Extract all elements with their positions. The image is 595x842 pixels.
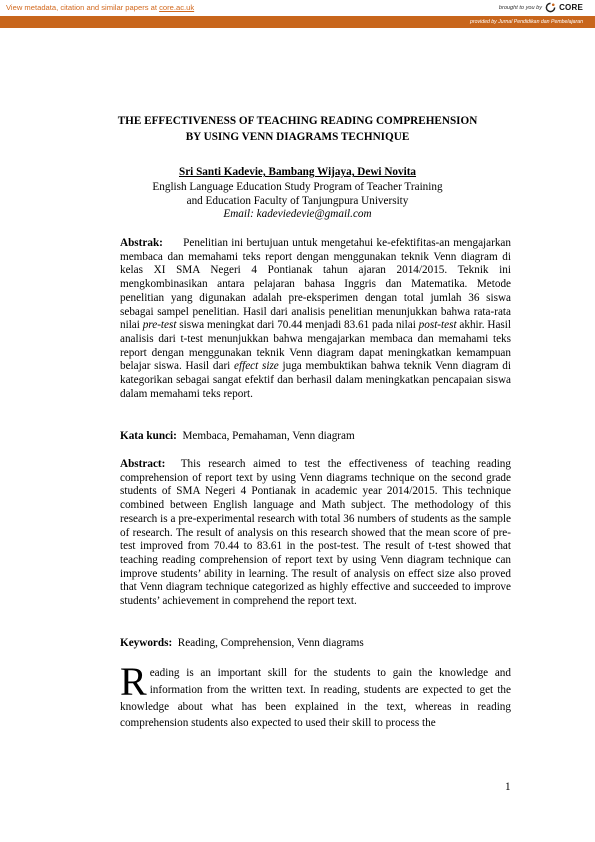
affiliation-line-1: English Language Education Study Program of Teacher Training [152,181,443,193]
core-metadata-link[interactable] [6,3,194,12]
keywords-en-text: Reading, Comprehension, Venn diagrams [177,637,364,649]
abstract-indonesian [120,237,511,401]
keywords-en-label: Keywords: [120,637,173,649]
abstract-id-posttest: post-test [418,319,457,332]
author-email: Email: kadeviedevie@gmail.com [223,208,372,220]
body-text: eading is an important skill for the students to gain the knowledge and information from the written text. In reading, students are expected to get the knowledge about what has been explained in the text, whereas in reading comprehension students also expected to used their skill to process the [120,667,511,730]
abstract-id-text-4: juga membuktikan bahwa teknik Venn diagram di kategorikan sebagai sangat efektif dan berhasil dalam meningkatkan pencapaian siswa dalam memahami teks report. [120,360,511,400]
core-link-site[interactable]: core.ac.uk [159,3,195,12]
core-logo-icon [545,2,556,13]
abstract-id-label: Abstrak: [120,237,163,249]
title-line-2: BY USING VENN DIAGRAMS TECHNIQUE [185,131,410,143]
keywords-indonesian [120,430,511,444]
keywords-english [120,637,511,651]
affiliation-line-2: and Education Faculty of Tanjungpura University [186,195,409,207]
core-banner [0,0,595,16]
page-number: 1 [505,781,511,793]
abstract-english [120,458,511,609]
abstract-id-pretest: pre-test [142,319,177,332]
abstract-en-text: This research aimed to test the effectiveness of teaching reading comprehension of report text by using Venn diagrams technique on the second grade students of SMA Negeri 4 Pontianak in academic year 2014/2015. This technique combined between English language and Math subject. The methodology of this research is a pre-experimental research with total 36 numbers of students as the sample of research. The result of analysis on this research showed that the mean score of pre-test improved from 70.44 to 83.61 in the post-test. The result of t-test showed that teaching reading comprehension of report text by using Venn diagram technique can improve students’ ability in learning. The result of analysis on effect size also proved that Venn diagram technique categorized as highly effective and succeeded to improve students’ achievement in comprehend the report text. [120,458,511,608]
paper-affiliation [0,180,595,208]
paper-authors: Sri Santi Kadevie, Bambang Wijaya, Dewi Novita [178,166,417,178]
core-brand[interactable] [499,2,583,13]
provided-by-text: provided by Jurnal Pendidikan dan Pembelajaran [469,18,583,25]
abstract-id-effect-size: effect size [234,360,279,373]
core-provider-bar [0,16,595,28]
abstract-en-label: Abstract: [120,458,166,470]
core-name: CORE [559,3,583,12]
paper-title [0,113,595,145]
title-line-1: THE EFFECTIVENESS OF TEACHING READING COMPREHENSION [117,115,478,127]
abstract-id-text-2: siswa meningkat dari 70.44 menjadi 83.61 pada nilai [176,319,419,332]
core-link-prefix: View metadata, citation and similar papers at [6,3,160,12]
body-paragraph [120,659,511,732]
drop-cap: R [120,659,147,704]
keywords-id-text: Membaca, Pemahaman, Venn diagram [182,430,355,442]
brought-by-text: brought to you by [498,4,543,11]
keywords-id-label: Kata kunci: [120,430,177,442]
abstract-id-text-1: Penelitian ini bertujuan untuk mengetahui ke-efektifitas-an mengajarkan membaca dan memahami teks report dengan menggunakan teknik Venn diagram di kelas XI SMA Negeri 4 Pontianak tahun ajaran 2014/2015. Teknik ini mengkombinasikan antara pelajaran bahasa Inggris dan Matematika. Metode penelitian yang digunakan adalah pre-eksperimen dengan total jumlah 36 siswa sebagai sampel penelitian. Hasil dari analisis penelitian menunjukkan bahwa rata-rata nilai [120,237,511,332]
abstract-id-text-3: akhir. Hasil analisis dari t-test menunjukkan bahwa mengajarkan membaca dan memahami teks report dengan menggunakan teknik Venn diagram dapat meningkatkan kemampuan belajar siswa. Hasil dari [120,319,511,373]
